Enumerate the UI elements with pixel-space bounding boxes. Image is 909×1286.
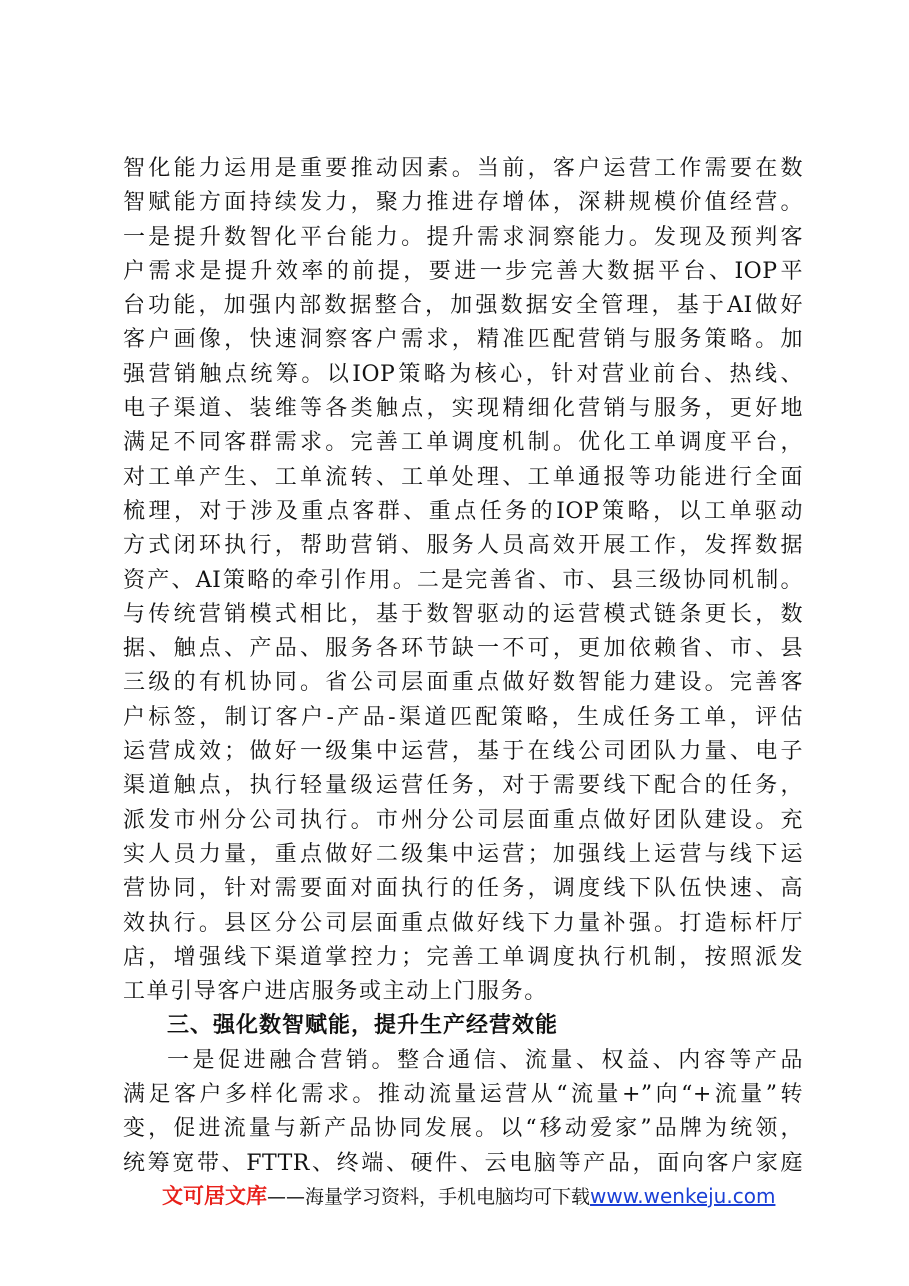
body-line: 工单引导客户进店服务或主动上门服务。	[123, 979, 548, 1005]
body-line: 与传统营销模式相比，基于数智驱动的运营模式链条更长，数	[123, 601, 803, 627]
body-line: 梳理，对于涉及重点客群、重点任务的IOP策略，以工单驱动	[123, 498, 803, 524]
footer-tagline: ——海量学习资料，手机电脑均可下载	[267, 1186, 591, 1208]
section-line: 一是促进融合营销。整合通信、流量、权益、内容等产品	[167, 1047, 803, 1073]
body-line: 台功能，加强内部数据整合，加强数据安全管理，基于AI做好	[123, 293, 803, 319]
body-line: 派发市州分公司执行。市州分公司层面重点做好团队建设。充	[123, 807, 803, 833]
body-line: 一是提升数智化平台能力。提升需求洞察能力。发现及预判客	[123, 224, 803, 250]
body-line: 营协同，针对需要面对面执行的任务，调度线下队伍快速、高	[123, 876, 803, 902]
section-line: 统筹宽带、FTTR、终端、硬件、云电脑等产品，面向客户家庭	[123, 1150, 803, 1176]
body-line: 三级的有机协同。省公司层面重点做好数智能力建设。完善客	[123, 670, 803, 696]
body-line: 强营销触点统筹。以IOP策略为核心，针对营业前台、热线、	[123, 361, 803, 387]
body-line: 户标签，制订客户-产品-渠道匹配策略，生成任务工单，评估	[123, 704, 803, 730]
section-heading: 三、强化数智赋能，提升生产经营效能	[167, 1013, 559, 1039]
document-body	[123, 152, 803, 1181]
body-line: 户需求是提升效率的前提，要进一步完善大数据平台、IOP平	[123, 258, 803, 284]
body-line: 实人员力量，重点做好二级集中运营；加强线上运营与线下运	[123, 841, 803, 867]
body-line: 方式闭环执行，帮助营销、服务人员高效开展工作，发挥数据	[123, 533, 803, 559]
body-line: 效执行。县区分公司层面重点做好线下力量补强。打造标杆厅	[123, 910, 803, 936]
body-line: 客户画像，快速洞察客户需求，精准匹配营销与服务策略。加	[123, 327, 803, 353]
body-line: 电子渠道、装维等各类触点，实现精细化营销与服务，更好地	[123, 396, 803, 422]
section-line: 满足客户多样化需求。推动流量运营从“流量+”向“+流量”转	[123, 1082, 803, 1108]
body-line: 据、触点、产品、服务各环节缺一不可，更加依赖省、市、县	[123, 636, 803, 662]
body-line: 运营成效；做好一级集中运营，基于在线公司团队力量、电子	[123, 739, 803, 765]
footer-banner	[162, 1180, 802, 1212]
body-line: 资产、AI策略的牵引作用。二是完善省、市、县三级协同机制。	[123, 567, 803, 593]
body-line: 智赋能方面持续发力，聚力推进存增体，深耕规模价值经营。	[123, 190, 803, 216]
body-line: 渠道触点，执行轻量级运营任务，对于需要线下配合的任务，	[123, 773, 803, 799]
section-line: 变，促进流量与新产品协同发展。以“移动爱家”品牌为统领，	[123, 1116, 803, 1142]
body-line: 满足不同客群需求。完善工单调度机制。优化工单调度平台，	[123, 430, 803, 456]
site-link[interactable]: www.wenkeju.com	[590, 1184, 776, 1208]
body-line: 对工单产生、工单流转、工单处理、工单通报等功能进行全面	[123, 464, 803, 490]
brand-name: 文可居文库	[162, 1184, 267, 1208]
body-line: 店，增强线下渠道掌控力；完善工单调度执行机制，按照派发	[123, 944, 803, 970]
body-line: 智化能力运用是重要推动因素。当前，客户运营工作需要在数	[123, 156, 803, 181]
